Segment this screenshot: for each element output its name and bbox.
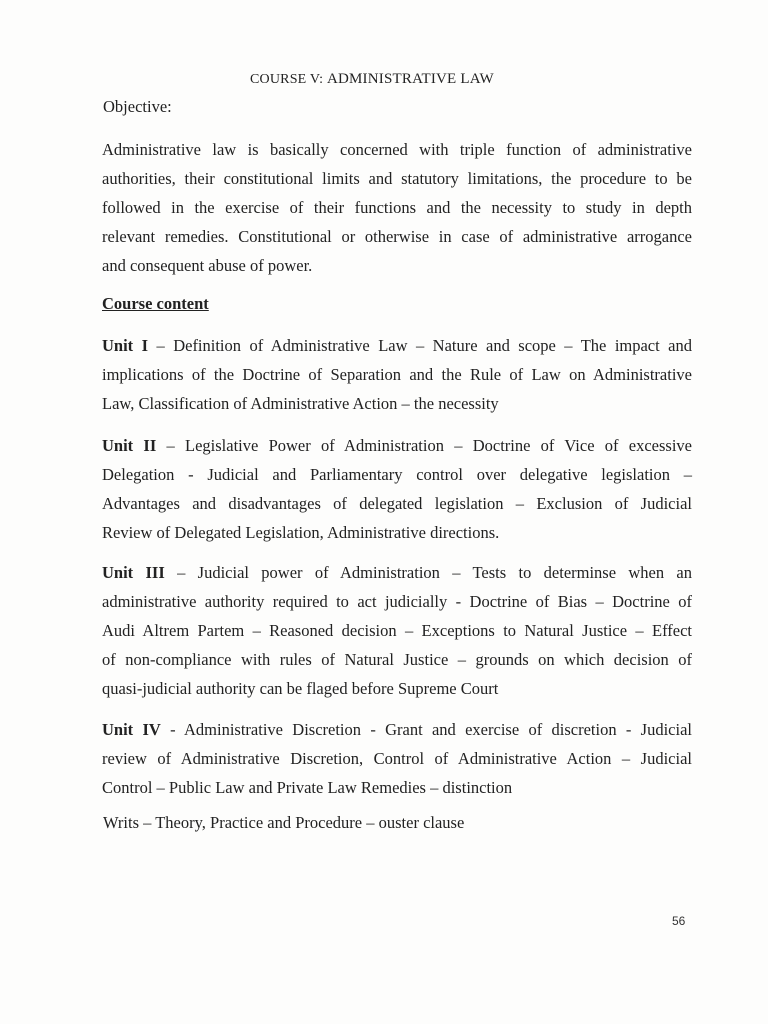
unit-iv-line: Control – Public Law and Private Law Remedies – distinction (102, 778, 513, 797)
unit-ii-line: Delegation - Judicial and Parliamentary control over delegative legislation – (102, 465, 692, 484)
unit-iii-line: administrative authority required to act judicially - Doctrine of Bias – Doctrine of (102, 592, 692, 611)
unit-iv-line: - Administrative Discretion - Grant and exercise of discretion - Judicial (160, 720, 692, 739)
writs-line: Writs – Theory, Practice and Procedure – ouster clause (103, 813, 465, 832)
unit-iv-line: review of Administrative Discretion, Control of Administrative Action – Judicial (102, 749, 692, 768)
unit-i-line: Law, Classification of Administrative Action – the necessity (102, 394, 499, 413)
unit-iv-paragraph (102, 715, 692, 802)
title-main: ADMINISTRATIVE LAW (326, 71, 494, 87)
page-number: 56 (672, 914, 686, 928)
unit-i-label: Unit I (102, 336, 149, 355)
unit-ii-label: Unit II (102, 436, 157, 455)
title-prefix: COURSE V: (250, 72, 327, 87)
objective-line: followed in the exercise of their functions and the necessity to study in depth (102, 198, 692, 217)
objective-label: Objective: (103, 97, 172, 116)
unit-iii-paragraph (102, 558, 692, 703)
unit-i-line: implications of the Doctrine of Separation and the Rule of Law on Administrative (102, 365, 692, 384)
unit-iii-line: of non-compliance with rules of Natural Justice – grounds on which decision of (102, 650, 692, 669)
objective-line: authorities, their constitutional limits and statutory limitations, the procedure to be (102, 169, 692, 188)
page-title (250, 71, 550, 88)
unit-ii-line: – Legislative Power of Administration – Doctrine of Vice of excessive (156, 436, 692, 455)
objective-line: relevant remedies. Constitutional or otherwise in case of administrative arrogance (102, 227, 692, 246)
unit-iii-label: Unit III (102, 563, 165, 582)
unit-iii-line: – Judicial power of Administration – Tests to determinse when an (164, 563, 693, 582)
unit-iii-line: quasi-judicial authority can be flaged before Supreme Court (102, 679, 499, 698)
unit-ii-paragraph (102, 431, 692, 547)
unit-ii-line: Review of Delegated Legislation, Administrative directions. (102, 523, 500, 542)
unit-i-line: – Definition of Administrative Law – Nature and scope – The impact and (148, 336, 692, 355)
course-content-heading: Course content (102, 294, 209, 313)
unit-i-paragraph (102, 331, 692, 418)
unit-iii-line: Audi Altrem Partem – Reasoned decision – Exceptions to Natural Justice – Effect (102, 621, 692, 640)
objective-line: and consequent abuse of power. (102, 256, 313, 275)
objective-line: Administrative law is basically concerned with triple function of administrative (102, 140, 692, 159)
objective-paragraph (102, 135, 692, 280)
unit-ii-line: Advantages and disadvantages of delegated legislation – Exclusion of Judicial (102, 494, 692, 513)
unit-iv-label: Unit IV (102, 720, 161, 739)
